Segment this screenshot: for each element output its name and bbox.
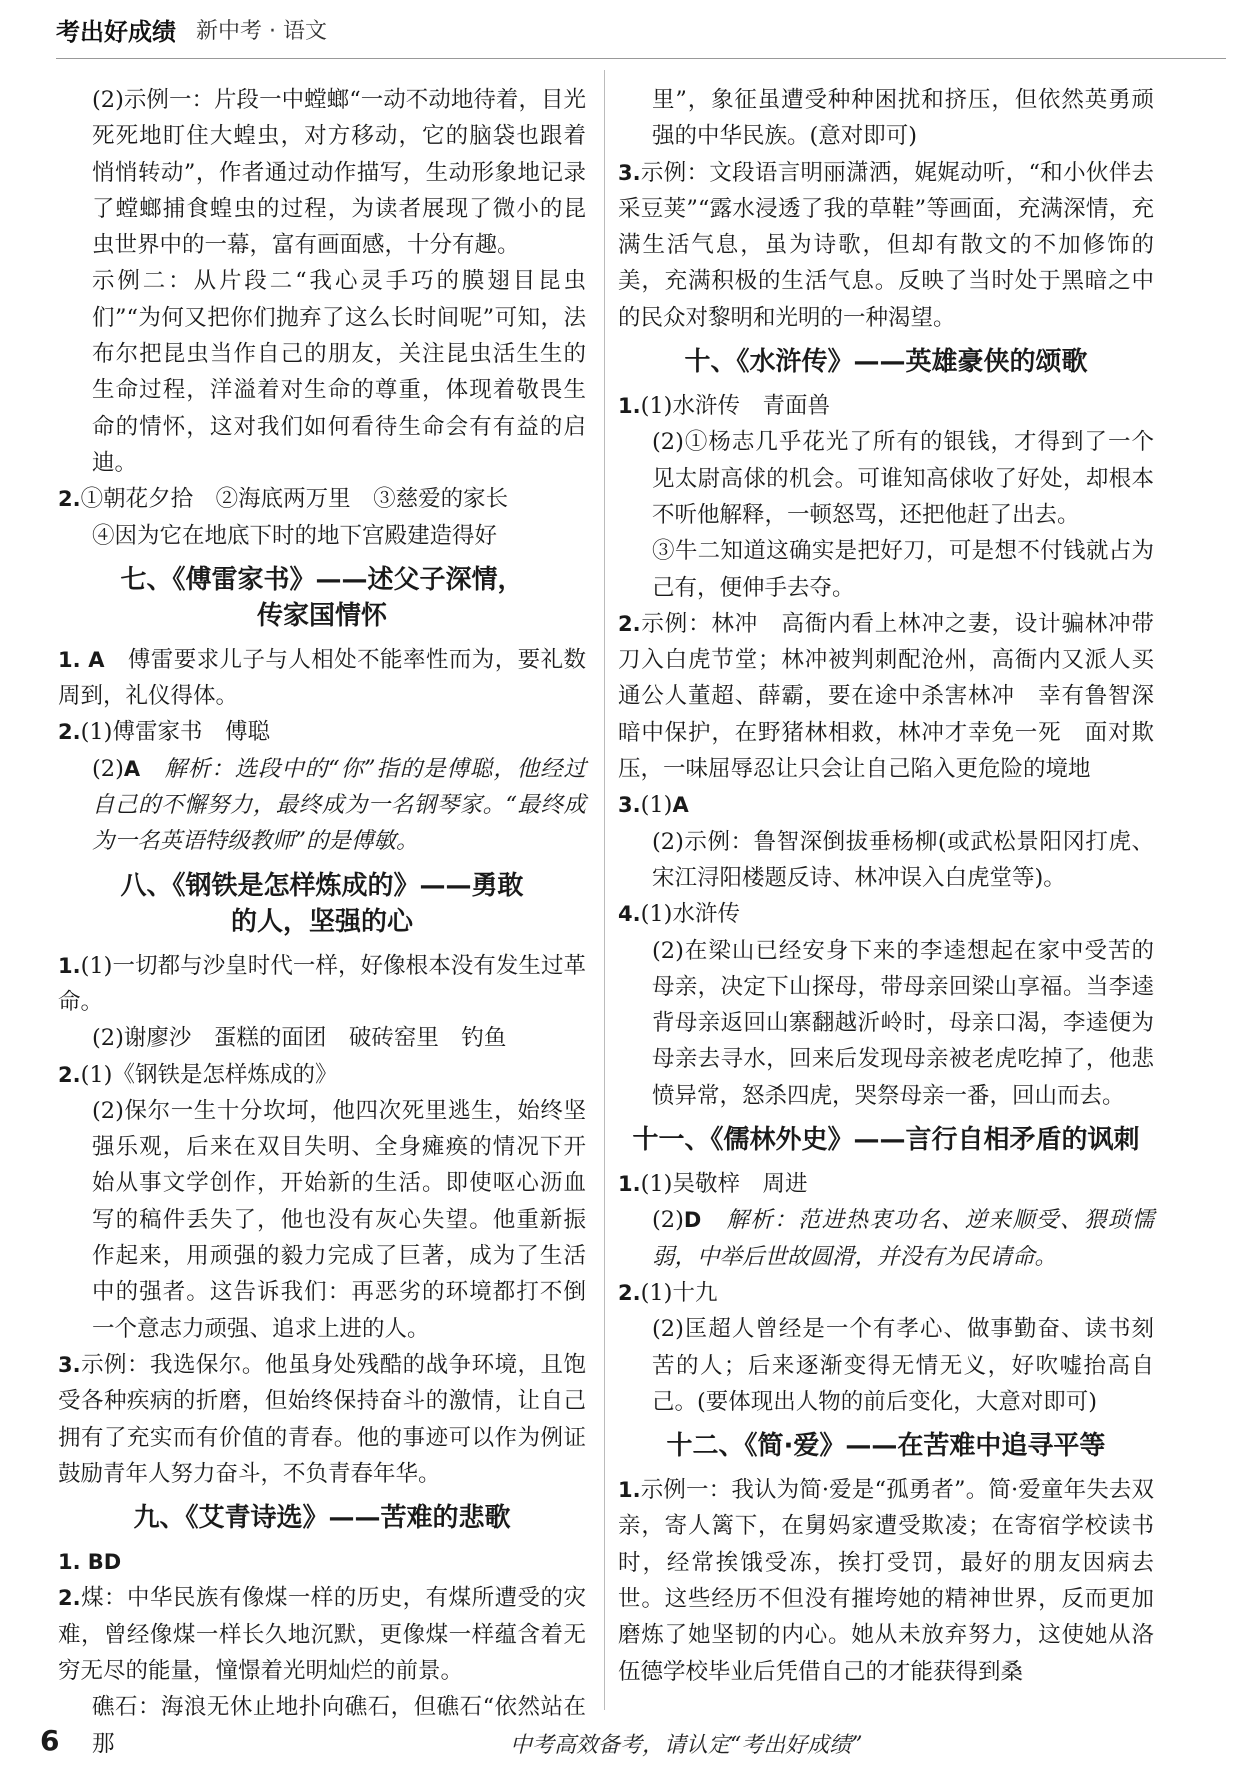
answer-s9-q3 [618, 155, 1154, 336]
answer-s11-q1-2 [618, 1202, 1154, 1275]
answer-s11-q2 [618, 1275, 1154, 1311]
answer-s8-q2-2: (2)保尔一生十分坎坷，他四次死里逃生，始终坚强乐观，后来在双目失明、全身瘫痪的情况下开始从事文学创作，开始新的生活。即使呕心沥血写的稿件丢失了，他也没有灰心失望。他重新振作起来，用顽强的毅力完成了巨著，成为了生活中的强者。这告诉我们：再恶劣的环境都打不倒一个意志力顽强、追求上进的人。 [92, 1097, 586, 1342]
answer-s11-q1 [618, 1166, 1154, 1202]
question-number: 1. [618, 1172, 641, 1197]
answer-text: (1)一切都与沙皇时代一样，好像根本没有发生过革命。 [58, 952, 586, 1015]
section-title-line: 八、《钢铁是怎样炼成的》——勇敢 [120, 870, 524, 901]
answer-text: (1)水浒传 [640, 901, 740, 928]
brand-title: 考出好成绩 [56, 18, 176, 46]
question-number: 1. [58, 953, 81, 978]
question-number: 2. [58, 1062, 81, 1087]
answer-choice: A [672, 793, 689, 818]
answer-s6-q2-cont: ④因为它在地底下时的地下宫殿建造得好 [92, 522, 498, 549]
question-number: 4. [618, 902, 641, 927]
question-number: 3. [58, 1352, 81, 1377]
answer-s9-q2 [58, 1580, 586, 1689]
answer-text: 示例：文段语言明丽潇洒，娓娓动听，“和小伙伴去采豆荚”“露水浸透了我的草鞋”等画面，充满深情，充满生活气息，虽为诗歌，但却有散文的不加修饰的美，充满积极的生活气息。反映了当时处于黑暗之中的民众对黎明和光明的一种渴望。 [618, 159, 1154, 331]
section-title-line: 七、《傅雷家书》——述父子深情， [120, 564, 524, 595]
question-number: 3. [618, 160, 641, 185]
answer-text: (1)《钢铁是怎样炼成的》 [80, 1061, 338, 1088]
answer-s10-q4-2: (2)在梁山已经安身下来的李逵想起在家中受苦的母亲，决定下山探母，带母亲回梁山享福。当李逵背母亲返回山寨翻越沂岭时，母亲口渴，李逵便为母亲去寻水，回来后发现母亲被老虎吃掉了，他悲愤异常，怒杀四虎，哭祭母亲一番，回山而去。 [652, 937, 1154, 1109]
answer-choice: D [683, 1208, 702, 1233]
answer-s7-q2-2 [58, 751, 586, 860]
answer-text: ①朝花夕拾 ②海底两万里 ③慈爱的家长 [80, 486, 509, 513]
section-title-line: 十二、《简·爱》——在苦难中追寻平等 [666, 1431, 1106, 1462]
answer-text: 傅雷要求儿子与人相处不能率性而为，要礼数周到，礼仪得体。 [58, 646, 586, 710]
column-divider [604, 70, 605, 1710]
answer-s10-q2 [618, 606, 1154, 787]
answer-s10-q1 [618, 388, 1154, 424]
answer-text: 煤：中华民族有像煤一样的历史，有煤所遭受的灾难，曾经像煤一样长久地沉默，更像煤一样蕴含着无穷无尽的能量，憧憬着光明灿烂的前景。 [58, 1585, 586, 1684]
answer-s10-q4 [618, 896, 1154, 932]
answer-s8-q3 [58, 1347, 586, 1492]
answer-s6-q2 [58, 481, 586, 517]
answer-s12-q1 [618, 1472, 1154, 1690]
page-footer [0, 1722, 1250, 1772]
page-number: 6 [40, 1724, 60, 1757]
answer-text: 示例：林冲 高衙内看上林冲之妻，设计骗林冲带刀入白虎节堂；林冲被判刺配沧州，高衙内又派人买通公人董超、薛霸，要在途中杀害林冲 幸有鲁智深暗中保护，在野猪林相救，林冲才幸免一死 面对欺压，一味屈辱忍让只会让自己陷入更危险的境地 [618, 610, 1154, 783]
answer-s7-q1 [58, 642, 586, 715]
answer-text: (1)十九 [640, 1279, 718, 1306]
section-12-title [618, 1428, 1154, 1464]
answer-text: (1)吴敬梓 周进 [640, 1171, 808, 1198]
question-number: 2. [58, 1586, 81, 1611]
answer-s11-q2-2: (2)匡超人曾经是一个有孝心、做事勤奋、读书刻苦的人；后来逐渐变得无情无义，好吹嘘抬高自己。(要体现出人物的前后变化，大意对即可) [652, 1316, 1154, 1415]
question-number: 1. [58, 647, 81, 672]
question-number: 1. [618, 394, 641, 419]
section-11-title [618, 1122, 1154, 1158]
sub-number: (1) [640, 792, 673, 819]
answer-s10-q3 [618, 787, 1154, 823]
answer-s8-q2 [58, 1057, 586, 1093]
analysis-text: 解析：范进热衷功名、逆来顺受、猥琐懦弱，中举后世故圆滑，并没有为民请命。 [652, 1207, 1154, 1270]
question-number: 2. [618, 611, 641, 636]
answer-choice: A [123, 756, 141, 781]
question-number: 1. [58, 1550, 81, 1575]
question-number: 2. [58, 720, 81, 745]
answer-s9-q2-cont: 里”，象征虽遭受种种困扰和挤压，但依然英勇顽强的中华民族。(意对即可) [652, 87, 1154, 150]
section-8-title [58, 868, 586, 940]
page-header [56, 16, 1226, 64]
sub-number: (2) [652, 1207, 684, 1234]
answer-text: (1)水浒传 青面兽 [640, 393, 830, 420]
answer-choice: A [88, 647, 105, 672]
answer-choice: BD [87, 1550, 122, 1575]
question-number: 2. [618, 1280, 641, 1305]
answer-text: 示例：我选保尔。他虽身处残酷的战争环境，且饱受各种疾病的折磨，但始终保持奋斗的激情，让自己拥有了充实而有价值的青春。他的事迹可以作为例证鼓励青年人努力奋斗，不负青春年华。 [58, 1351, 586, 1487]
section-7-title [58, 562, 586, 634]
question-number: 3. [618, 793, 641, 818]
answer-s6-q1-2-example2: 示例二：从片段二“我心灵手巧的膜翅目昆虫们”“为何又把你们抛弃了这么长时间呢”可知，法布尔把昆虫当作自己的朋友，关注昆虫活生生的生命过程，洋溢着对生命的尊重，体现着敬畏生命的情怀，这对我们如何看待生命会有有益的启迪。 [92, 268, 586, 476]
section-title-line: 传家国情怀 [256, 600, 387, 631]
section-9-title [58, 1500, 586, 1536]
answer-s9-q2-b: 礁石：海浪无休止地扑向礁石，但礁石“依然站在那 [92, 1694, 586, 1757]
answer-s6-q1-2-example1: (2)示例一：片段一中螳螂“一动不动地待着，目光死死地盯住大蝗虫，对方移动，它的脑袋也跟着悄悄转动”，作者通过动作描写，生动形象地记录了螳螂捕食蝗虫的过程，为读者展现了微小的昆虫世界中的一幕，富有画面感，十分有趣。 [92, 87, 586, 259]
answer-s10-q1-2: (2)①杨志几乎花光了所有的银钱，才得到了一个见太尉高俅的机会。可谁知高俅收了好处，却根本不听他解释，一顿怒骂，还把他赶了出去。 [652, 429, 1154, 528]
sub-number: (2) [92, 755, 124, 782]
section-title-line: 九、《艾青诗选》——苦难的悲歌 [133, 1503, 511, 1534]
answer-s8-q1 [58, 948, 586, 1021]
section-title-line: 的人，坚强的心 [230, 906, 413, 937]
section-title-line: 十、《水浒传》——英雄豪侠的颂歌 [684, 347, 1088, 378]
answer-s8-q1-2: (2)谢廖沙 蛋糕的面团 破砖窑里 钓鱼 [92, 1025, 507, 1052]
series-subtitle: 新中考 · 语文 [196, 19, 327, 44]
analysis-text: 解析：选段中的“你”指的是傅聪，他经过自己的不懈努力，最终成为一名钢琴家。“最终成为一名英语特级教师”的是傅敏。 [92, 755, 586, 855]
question-number: 2. [58, 487, 81, 512]
section-10-title [618, 344, 1154, 380]
right-column [618, 82, 1154, 1690]
question-number: 1. [618, 1478, 641, 1503]
answer-s10-q3-2: (2)示例：鲁智深倒拔垂杨柳(或武松景阳冈打虎、宋江浔阳楼题反诗、林冲误入白虎堂等)。 [652, 828, 1154, 891]
answer-text: 示例一：我认为简·爱是“孤勇者”。简·爱童年失去双亲，寄人篱下，在舅妈家遭受欺凌；在寄宿学校读书时，经常挨饿受冻，挨打受罚，最好的朋友因病去世。这些经历不但没有摧垮她的精神世界，反而更加磨炼了她坚韧的内心。她从未放弃努力，这使她从洛伍德学校毕业后凭借自己的才能获得到桑 [618, 1477, 1154, 1685]
answer-s9-q1 [58, 1544, 586, 1580]
header-rule [56, 58, 1226, 59]
footer-slogan: 中考高效备考，请认定“考出好成绩” [510, 1733, 863, 1758]
answer-s10-q1-3: ③牛二知道这确实是把好刀，可是想不付钱就占为己有，便伸手去夺。 [652, 538, 1154, 601]
answer-text: (1)傅雷家书 傅聪 [80, 719, 270, 746]
section-title-line: 十一、《儒林外史》——言行自相矛盾的讽刺 [632, 1125, 1140, 1156]
left-column [58, 82, 586, 1762]
answer-s7-q2 [58, 714, 586, 750]
